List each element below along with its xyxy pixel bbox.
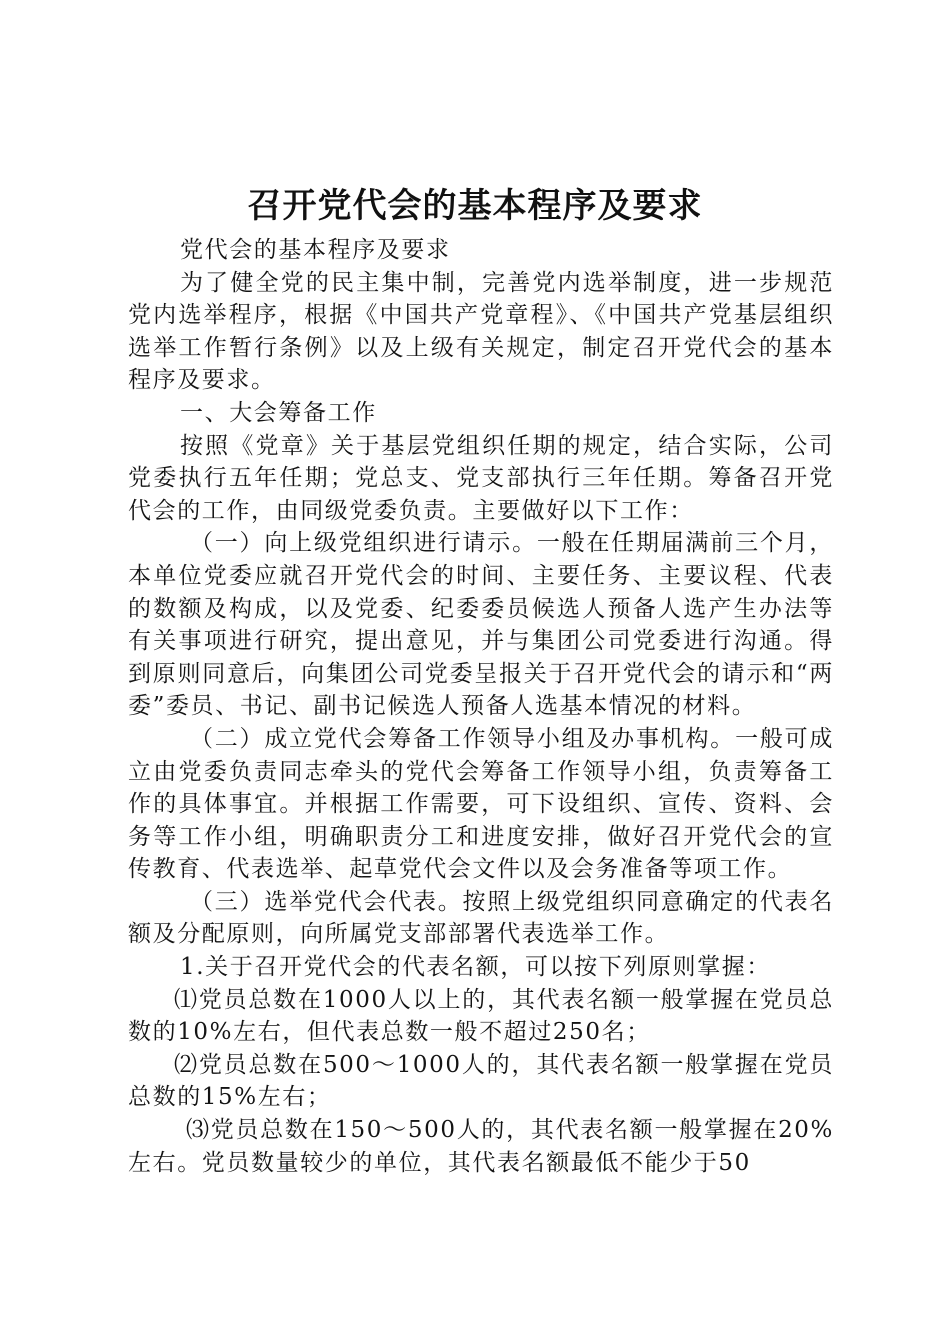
subtitle-paragraph: 党代会的基本程序及要求 xyxy=(180,237,451,263)
intro-paragraph: 为了健全党的民主集中制，完善党内选举制度，进一步规范党内选举程序，根据《中国共产党章程》、《中国共产党基层组织选举工作暂行条例》以及上级有关规定，制定召开党代会的基本程序及要求。 xyxy=(128,269,834,394)
quota-rule-two: ⑵党员总数在500～1000人的，其代表名额一般掌握在党员总数的15%左右； xyxy=(128,1051,834,1111)
item-two-paragraph: （二）成立党代会筹备工作领导小组及办事机构。一般可成立由党委负责同志牵头的党代会筹备工作领导小组，负责筹备工作的具体事宜。并根据工作需要，可下设组织、宣传、资料、会务等工作小组，明确职责分工和进度安排，做好召开党代会的宣传教育、代表选举、起草党代会文件以及会务准备等项工作。 xyxy=(128,725,834,883)
document-title: 召开党代会的基本程序及要求 xyxy=(247,186,703,226)
term-paragraph: 按照《党章》关于基层党组织任期的规定，结合实际，公司党委执行五年任期；党总支、党支部执行三年任期。筹备召开党代会的工作，由同级党委负责。主要做好以下工作： xyxy=(128,432,834,524)
item-one-paragraph: （一）向上级党组织进行请示。一般在任期届满前三个月，本单位党委应就召开党代会的时间、主要任务、主要议程、代表的数额及构成，以及党委、纪委委员候选人预备人选产生办法等有关事项进行研究，提出意见，并与集团公司党委进行沟通。得到原则同意后，向集团公司党委呈报关于召开党代会的请示和“两委”委员、书记、副书记候选人预备人选基本情况的材料。 xyxy=(128,530,834,720)
quota-heading: 1.关于召开党代会的代表名额，可以按下列原则掌握： xyxy=(180,954,771,981)
quota-rule-three: ⑶党员总数在150～500人的，其代表名额一般掌握在20%左右。党员数量较少的单位，其代表名额最低不能少于50 xyxy=(128,1117,834,1176)
item-three-paragraph: （三）选举党代会代表。按照上级党组织同意确定的代表名额及分配原则，向所属党支部部署代表选举工作。 xyxy=(128,888,834,948)
quota-rule-one: ⑴党员总数在1000人以上的，其代表名额一般掌握在党员总数的10%左右，但代表总数一般不超过250名； xyxy=(128,986,834,1046)
section-heading-preparation: 一、大会筹备工作 xyxy=(180,399,377,426)
document-body xyxy=(128,234,834,1179)
